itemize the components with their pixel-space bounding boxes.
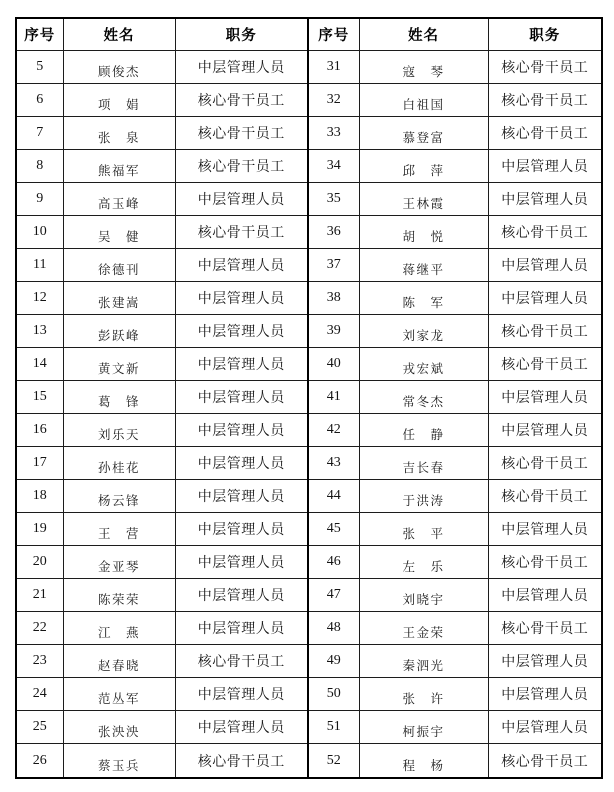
col-header-name-right: 姓名 xyxy=(359,18,488,50)
serial-cell-left: 23 xyxy=(16,645,63,678)
table-row xyxy=(16,414,602,447)
serial-cell-right: 33 xyxy=(308,116,359,149)
table-row xyxy=(16,248,602,281)
name-cell-right xyxy=(359,678,488,711)
serial-cell-right: 40 xyxy=(308,347,359,380)
employee-name: 张建嵩 xyxy=(97,295,140,310)
table-row xyxy=(16,347,602,380)
name-cell-left xyxy=(63,314,175,347)
serial-cell-left: 10 xyxy=(16,215,63,248)
serial-cell-left: 26 xyxy=(16,744,63,778)
title-cell-right: 中层管理人员 xyxy=(488,414,602,447)
employee-name: 范丛军 xyxy=(97,692,140,707)
roster-table-body xyxy=(16,50,602,778)
employee-name: 张 平 xyxy=(402,527,445,542)
title-cell-left: 中层管理人员 xyxy=(175,546,308,579)
serial-cell-right: 41 xyxy=(308,380,359,413)
title-cell-right: 中层管理人员 xyxy=(488,513,602,546)
name-cell-right xyxy=(359,612,488,645)
serial-cell-left: 13 xyxy=(16,314,63,347)
table-row xyxy=(16,744,602,778)
table-row xyxy=(16,546,602,579)
title-cell-left: 中层管理人员 xyxy=(175,711,308,744)
title-cell-left: 中层管理人员 xyxy=(175,513,308,546)
header-row xyxy=(16,18,602,50)
serial-cell-right: 50 xyxy=(308,678,359,711)
title-cell-left: 中层管理人员 xyxy=(175,182,308,215)
serial-cell-left: 7 xyxy=(16,116,63,149)
employee-name: 秦泗光 xyxy=(402,659,445,674)
serial-cell-right: 46 xyxy=(308,546,359,579)
serial-cell-right: 31 xyxy=(308,50,359,83)
employee-name: 张 泉 xyxy=(97,130,140,145)
name-cell-right xyxy=(359,414,488,447)
name-cell-left xyxy=(63,645,175,678)
title-cell-right: 中层管理人员 xyxy=(488,182,602,215)
employee-name: 白祖国 xyxy=(402,97,445,112)
name-cell-left xyxy=(63,281,175,314)
name-cell-right xyxy=(359,281,488,314)
title-cell-left: 核心骨干员工 xyxy=(175,116,308,149)
name-cell-left xyxy=(63,215,175,248)
employee-name: 江 燕 xyxy=(97,626,140,641)
title-cell-left: 中层管理人员 xyxy=(175,480,308,513)
employee-name: 项 娟 xyxy=(97,97,140,112)
name-cell-left xyxy=(63,480,175,513)
employee-name: 王金荣 xyxy=(402,626,445,641)
serial-cell-right: 37 xyxy=(308,248,359,281)
title-cell-left: 中层管理人员 xyxy=(175,380,308,413)
name-cell-left xyxy=(63,414,175,447)
table-row xyxy=(16,579,602,612)
table-row xyxy=(16,480,602,513)
title-cell-right: 核心骨干员工 xyxy=(488,480,602,513)
employee-name: 陈 军 xyxy=(402,295,445,310)
title-cell-left: 中层管理人员 xyxy=(175,347,308,380)
table-row xyxy=(16,678,602,711)
employee-name: 顾俊杰 xyxy=(97,64,140,79)
title-cell-right: 核心骨干员工 xyxy=(488,314,602,347)
serial-cell-right: 32 xyxy=(308,83,359,116)
col-header-name-left: 姓名 xyxy=(63,18,175,50)
title-cell-left: 核心骨干员工 xyxy=(175,215,308,248)
roster-table xyxy=(15,17,603,779)
name-cell-left xyxy=(63,116,175,149)
col-header-title-right: 职务 xyxy=(488,18,602,50)
title-cell-left: 中层管理人员 xyxy=(175,579,308,612)
name-cell-right xyxy=(359,314,488,347)
title-cell-right: 核心骨干员工 xyxy=(488,83,602,116)
employee-name: 于洪涛 xyxy=(402,494,445,509)
title-cell-right: 中层管理人员 xyxy=(488,579,602,612)
serial-cell-left: 21 xyxy=(16,579,63,612)
title-cell-right: 中层管理人员 xyxy=(488,149,602,182)
table-row xyxy=(16,380,602,413)
employee-name: 彭跃峰 xyxy=(97,328,140,343)
serial-cell-left: 6 xyxy=(16,83,63,116)
title-cell-left: 中层管理人员 xyxy=(175,414,308,447)
name-cell-right xyxy=(359,215,488,248)
table-row xyxy=(16,182,602,215)
name-cell-right xyxy=(359,579,488,612)
title-cell-left: 核心骨干员工 xyxy=(175,83,308,116)
serial-cell-right: 34 xyxy=(308,149,359,182)
employee-name: 王林霞 xyxy=(402,196,445,211)
serial-cell-right: 38 xyxy=(308,281,359,314)
name-cell-left xyxy=(63,380,175,413)
title-cell-right: 核心骨干员工 xyxy=(488,546,602,579)
table-row xyxy=(16,447,602,480)
name-cell-left xyxy=(63,744,175,778)
serial-cell-left: 9 xyxy=(16,182,63,215)
serial-cell-right: 42 xyxy=(308,414,359,447)
employee-name: 黄文新 xyxy=(97,361,140,376)
serial-cell-left: 15 xyxy=(16,380,63,413)
employee-name: 张泱泱 xyxy=(97,725,140,740)
name-cell-right xyxy=(359,546,488,579)
employee-name: 吴 健 xyxy=(97,229,140,244)
name-cell-right xyxy=(359,83,488,116)
employee-name: 邱 萍 xyxy=(402,163,445,178)
table-row xyxy=(16,513,602,546)
title-cell-right: 中层管理人员 xyxy=(488,645,602,678)
employee-name: 高玉峰 xyxy=(97,196,140,211)
name-cell-right xyxy=(359,248,488,281)
title-cell-right: 中层管理人员 xyxy=(488,678,602,711)
employee-name: 赵春晓 xyxy=(97,659,140,674)
serial-cell-left: 20 xyxy=(16,546,63,579)
name-cell-left xyxy=(63,513,175,546)
table-row xyxy=(16,645,602,678)
employee-name: 寇 琴 xyxy=(402,64,445,79)
serial-cell-left: 14 xyxy=(16,347,63,380)
serial-cell-right: 35 xyxy=(308,182,359,215)
table-row xyxy=(16,612,602,645)
name-cell-right xyxy=(359,347,488,380)
employee-name: 戎宏斌 xyxy=(402,361,445,376)
title-cell-right: 核心骨干员工 xyxy=(488,116,602,149)
table-row xyxy=(16,50,602,83)
serial-cell-left: 19 xyxy=(16,513,63,546)
title-cell-right: 中层管理人员 xyxy=(488,281,602,314)
serial-cell-right: 39 xyxy=(308,314,359,347)
name-cell-right xyxy=(359,447,488,480)
name-cell-right xyxy=(359,149,488,182)
employee-name: 徐德刊 xyxy=(97,262,140,277)
employee-name: 陈荣荣 xyxy=(97,593,140,608)
serial-cell-right: 49 xyxy=(308,645,359,678)
table-row xyxy=(16,314,602,347)
title-cell-left: 中层管理人员 xyxy=(175,314,308,347)
employee-name: 蔡玉兵 xyxy=(97,758,140,773)
name-cell-left xyxy=(63,182,175,215)
serial-cell-left: 17 xyxy=(16,447,63,480)
name-cell-left xyxy=(63,149,175,182)
employee-name: 王 营 xyxy=(97,527,140,542)
name-cell-right xyxy=(359,645,488,678)
employee-name: 左 乐 xyxy=(402,560,445,575)
serial-cell-left: 16 xyxy=(16,414,63,447)
serial-cell-right: 43 xyxy=(308,447,359,480)
serial-cell-right: 48 xyxy=(308,612,359,645)
employee-name: 蒋继平 xyxy=(402,262,445,277)
serial-cell-left: 12 xyxy=(16,281,63,314)
table-row xyxy=(16,116,602,149)
name-cell-left xyxy=(63,612,175,645)
title-cell-right: 核心骨干员工 xyxy=(488,50,602,83)
employee-name: 张 许 xyxy=(402,692,445,707)
serial-cell-left: 5 xyxy=(16,50,63,83)
name-cell-left xyxy=(63,347,175,380)
serial-cell-right: 36 xyxy=(308,215,359,248)
name-cell-right xyxy=(359,480,488,513)
name-cell-left xyxy=(63,447,175,480)
title-cell-left: 中层管理人员 xyxy=(175,447,308,480)
serial-cell-left: 25 xyxy=(16,711,63,744)
table-row xyxy=(16,149,602,182)
serial-cell-left: 11 xyxy=(16,248,63,281)
employee-name: 慕登富 xyxy=(402,130,445,145)
serial-cell-right: 47 xyxy=(308,579,359,612)
name-cell-left xyxy=(63,83,175,116)
title-cell-left: 中层管理人员 xyxy=(175,678,308,711)
serial-cell-right: 44 xyxy=(308,480,359,513)
employee-name: 刘晓宇 xyxy=(402,593,445,608)
col-header-serial-right: 序号 xyxy=(308,18,359,50)
name-cell-left xyxy=(63,678,175,711)
employee-name: 金亚琴 xyxy=(97,560,140,575)
name-cell-right xyxy=(359,380,488,413)
employee-name: 杨云锋 xyxy=(97,494,140,509)
employee-name: 刘家龙 xyxy=(402,328,445,343)
table-row xyxy=(16,711,602,744)
serial-cell-right: 51 xyxy=(308,711,359,744)
name-cell-left xyxy=(63,546,175,579)
title-cell-right: 中层管理人员 xyxy=(488,380,602,413)
employee-name: 柯振宇 xyxy=(402,725,445,740)
name-cell-left xyxy=(63,248,175,281)
serial-cell-right: 45 xyxy=(308,513,359,546)
title-cell-right: 核心骨干员工 xyxy=(488,447,602,480)
title-cell-left: 中层管理人员 xyxy=(175,248,308,281)
title-cell-right: 核心骨干员工 xyxy=(488,612,602,645)
employee-name: 刘乐天 xyxy=(97,428,140,443)
table-row xyxy=(16,83,602,116)
employee-name: 任 静 xyxy=(402,428,445,443)
title-cell-left: 核心骨干员工 xyxy=(175,744,308,778)
employee-name: 孙桂花 xyxy=(97,461,140,476)
title-cell-left: 中层管理人员 xyxy=(175,281,308,314)
table-row xyxy=(16,215,602,248)
title-cell-right: 核心骨干员工 xyxy=(488,347,602,380)
name-cell-left xyxy=(63,579,175,612)
name-cell-right xyxy=(359,711,488,744)
name-cell-left xyxy=(63,50,175,83)
serial-cell-left: 8 xyxy=(16,149,63,182)
title-cell-right: 核心骨干员工 xyxy=(488,215,602,248)
serial-cell-left: 24 xyxy=(16,678,63,711)
name-cell-right xyxy=(359,182,488,215)
name-cell-right xyxy=(359,744,488,778)
col-header-title-left: 职务 xyxy=(175,18,308,50)
title-cell-right: 核心骨干员工 xyxy=(488,744,602,778)
employee-name: 胡 悦 xyxy=(402,229,445,244)
name-cell-left xyxy=(63,711,175,744)
title-cell-left: 中层管理人员 xyxy=(175,612,308,645)
table-row xyxy=(16,281,602,314)
employee-name: 熊福军 xyxy=(97,163,140,178)
title-cell-left: 核心骨干员工 xyxy=(175,149,308,182)
serial-cell-right: 52 xyxy=(308,744,359,778)
title-cell-left: 核心骨干员工 xyxy=(175,645,308,678)
title-cell-right: 中层管理人员 xyxy=(488,248,602,281)
title-cell-right: 中层管理人员 xyxy=(488,711,602,744)
name-cell-right xyxy=(359,50,488,83)
employee-name: 吉长春 xyxy=(402,461,445,476)
serial-cell-left: 18 xyxy=(16,480,63,513)
employee-name: 常冬杰 xyxy=(402,394,445,409)
serial-cell-left: 22 xyxy=(16,612,63,645)
name-cell-right xyxy=(359,513,488,546)
employee-name: 葛 锋 xyxy=(97,394,140,409)
title-cell-left: 中层管理人员 xyxy=(175,50,308,83)
employee-name: 程 杨 xyxy=(402,758,445,773)
name-cell-right xyxy=(359,116,488,149)
col-header-serial-left: 序号 xyxy=(16,18,63,50)
